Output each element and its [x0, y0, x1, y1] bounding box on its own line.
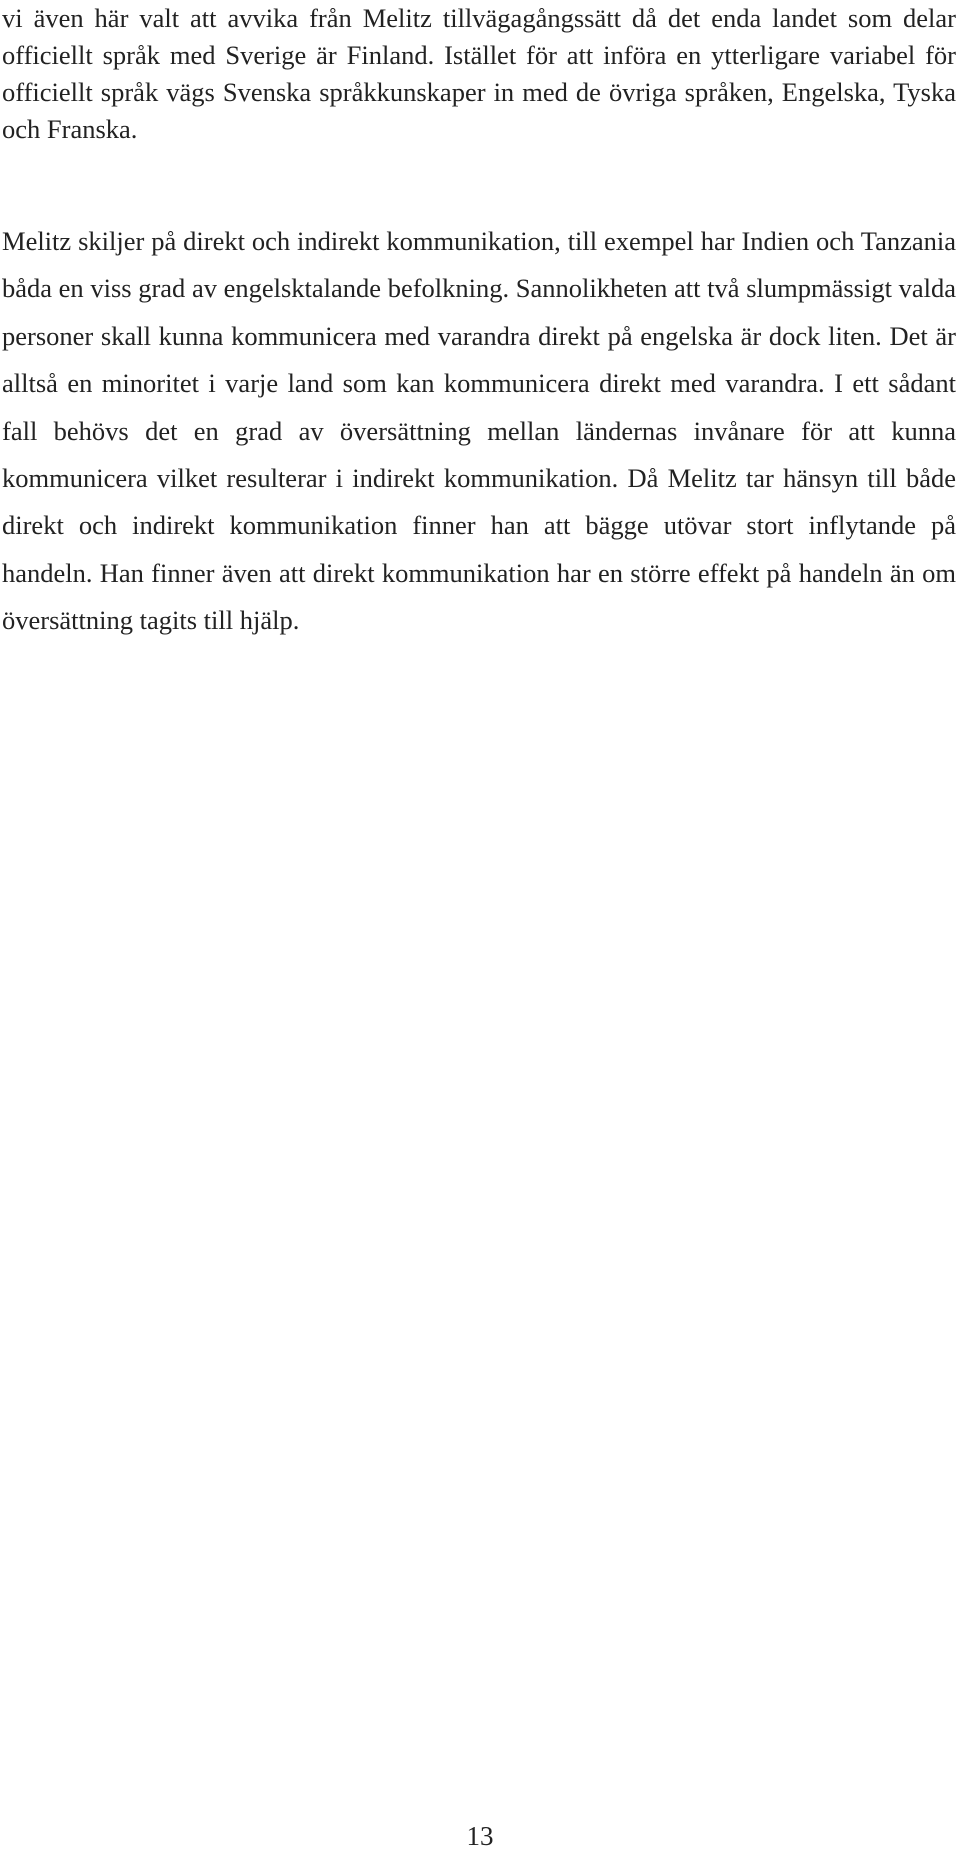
body-paragraph-2: Melitz skiljer på direkt och indirekt kommunikation, till exempel har Indien och Tanzania båda en viss grad av engelsktalande befolkning. Sannolikheten att två slumpmässigt valda personer skall kunna kommunicera med varandra direkt på engelska är dock liten. Det är alltså en minoritet i varje land som kan kommunicera direkt med varandra. I ett sådant fall behövs det en grad av översättning mellan ländernas invånare för att kunna kommunicera vilket resulterar i indirekt kommunikation. Då Melitz tar hänsyn till både direkt och indirekt kommunikation finner han att bägge utövar stort inflytande på handeln. Han finner även att direkt kommunikation har en större effekt på handeln än om översättning tagits till hjälp. — [2, 226, 956, 636]
page-number: 13 — [466, 1821, 494, 1851]
body-paragraph-1: vi även här valt att avvika från Melitz tillvägagångssätt då det enda landet som delar officiellt språk med Sverige är Finland. Istället för att införa en ytterligare variabel för officiellt språk vägs Svenska språkkunskaper in med de övriga språken, Engelska, Tyska och Franska. — [2, 3, 956, 144]
